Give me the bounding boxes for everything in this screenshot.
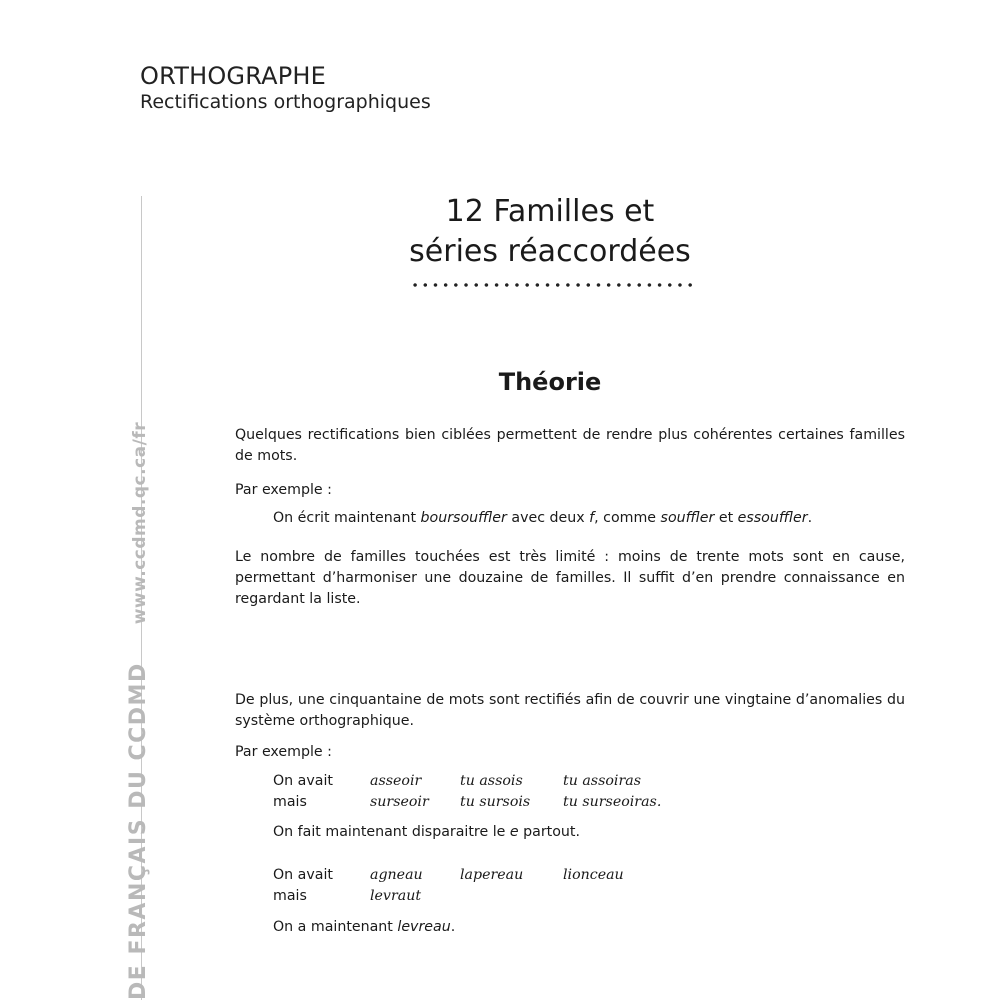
note-1-text-post: partout. — [518, 824, 580, 840]
example-1-word-boursouffler: boursouffler — [420, 510, 507, 526]
example-label-2: Par exemple : — [235, 744, 332, 760]
table-cell: tu sursois — [460, 794, 531, 810]
chapter-title — [330, 192, 770, 272]
table-cell: surseoir — [370, 794, 429, 810]
note-levreau — [235, 917, 943, 938]
example-table-asseoir — [235, 771, 905, 813]
table-cell: tu assois — [460, 773, 523, 789]
table-row — [235, 792, 905, 813]
example-1-word-souffler: souffler — [660, 510, 715, 526]
header-subtitle: Rectifications orthographiques — [140, 91, 431, 113]
note-1-letter: e — [509, 824, 519, 840]
side-brand: DE FRANÇAIS DU CCDMD — [126, 662, 151, 1000]
chapter-title-line-1: 12 Familles et — [445, 194, 655, 229]
example-1-text-end: . — [807, 510, 813, 526]
table-cell: agneau — [370, 867, 423, 883]
paragraph-anomalies: De plus, une cinquantaine de mots sont rectifiés afin de couvrir une vingtaine d’anomalies du système orthographique. — [235, 692, 905, 729]
example-label-1: Par exemple : — [235, 482, 332, 498]
page-header — [140, 62, 431, 114]
table-row — [235, 865, 905, 886]
table-row — [235, 886, 905, 907]
section-title: Théorie — [498, 368, 602, 396]
example-1-letter: f — [589, 510, 595, 526]
chapter-title-line-2: séries réaccordées — [409, 234, 691, 269]
table-row — [235, 771, 905, 792]
example-sentence-1 — [235, 508, 943, 529]
example-1-text-mid2: , comme — [594, 510, 661, 526]
example-1-text-pre: On écrit maintenant — [273, 510, 421, 526]
note-2-text-post: . — [450, 919, 456, 935]
example-1-text-mid1: avec deux — [506, 510, 590, 526]
example-1-text-mid3: et — [714, 510, 738, 526]
table-cell: tu surseoiras. — [563, 794, 662, 810]
paragraph-intro: Quelques rectifications bien ciblées permettent de rendre plus cohérentes certaines familles de mots. — [235, 427, 905, 464]
table-cell: asseoir — [370, 773, 422, 789]
table-cell: On avait — [273, 867, 333, 883]
example-table-levraut — [235, 865, 905, 907]
table-cell: tu assoiras — [563, 773, 641, 789]
note-disparaitre — [235, 822, 943, 843]
side-url: www.ccdmd.qc.ca/fr — [130, 421, 150, 625]
note-1-text-pre: On fait maintenant disparaitre le — [273, 824, 510, 840]
header-title: ORTHOGRAPHE — [140, 62, 327, 90]
dotted-separator — [410, 282, 692, 288]
note-2-text-pre: On a maintenant — [273, 919, 398, 935]
example-1-word-essouffler: essouffler — [737, 510, 808, 526]
paragraph-families: Le nombre de familles touchées est très limité : moins de trente mots sont en cause, permettant d’harmoniser une douzaine de familles. Il suffit d’en prendre connaissance en regardant la liste. — [235, 549, 905, 607]
table-cell: levraut — [370, 888, 422, 904]
table-cell: On avait — [273, 773, 333, 789]
table-cell: mais — [273, 794, 307, 810]
table-cell: lapereau — [460, 867, 524, 883]
side-vertical-text — [126, 422, 151, 1000]
note-2-word: levreau — [397, 919, 451, 935]
table-cell: lionceau — [563, 867, 624, 883]
table-cell: mais — [273, 888, 307, 904]
